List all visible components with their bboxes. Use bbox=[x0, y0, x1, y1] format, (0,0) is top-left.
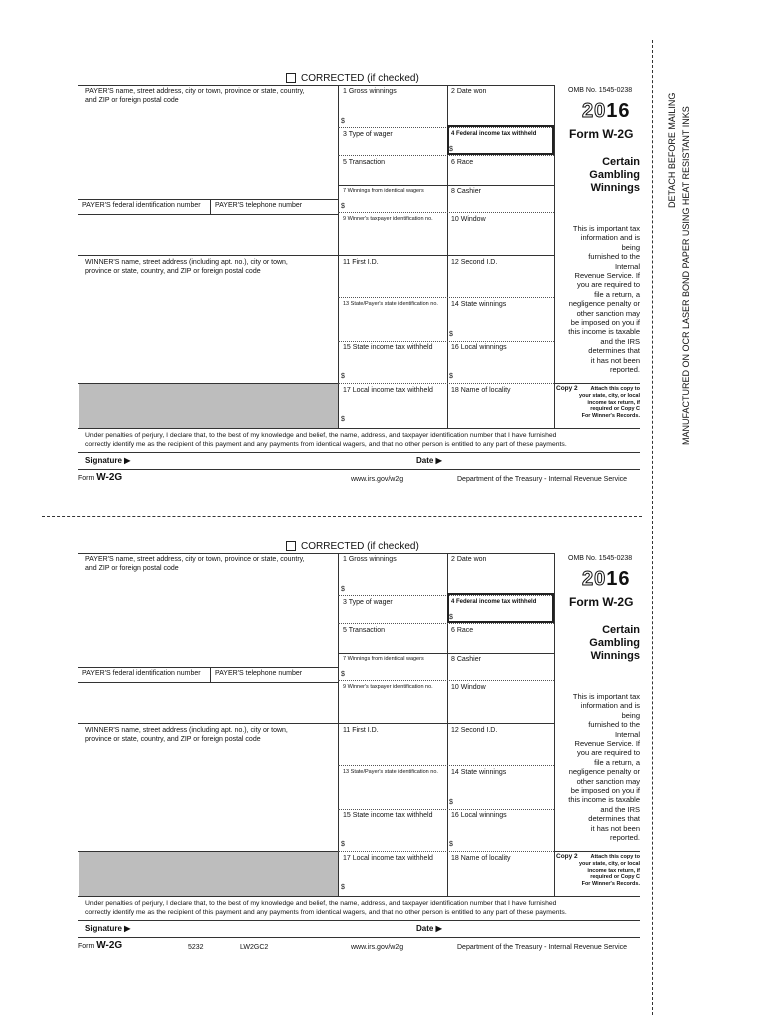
form-subtitle: Certain Gambling Winnings bbox=[589, 156, 640, 194]
box14-dollar: $ bbox=[449, 799, 453, 806]
important-notice: This is important tax information and is being furnished to the Internal Revenue Service. If you are required to file a return, a negligence penalty or other sanction may be imposed on you if this income is taxable and the IRS determines that it has not been reported. bbox=[568, 224, 640, 375]
box4-frame bbox=[447, 593, 554, 623]
corrected-label: CORRECTED (if checked) bbox=[301, 73, 419, 84]
signature-label: Signature ▶ bbox=[85, 924, 131, 933]
payer-fed-id-label: PAYER'S federal identification number bbox=[82, 202, 201, 209]
winner-name-label: WINNER'S name, street address (including apt. no.), city or town, province or state, country, and ZIP or foreign postal code bbox=[85, 727, 288, 743]
detach-cut-line bbox=[42, 516, 642, 517]
box16-label: 16 Local winnings bbox=[451, 344, 507, 351]
payer-name-label: PAYER'S name, street address, city or town, province or state, country, and ZIP or foreign postal code bbox=[85, 88, 305, 104]
box14-dollar: $ bbox=[449, 331, 453, 338]
box18-label: 18 Name of locality bbox=[451, 855, 511, 862]
box8-label: 8 Cashier bbox=[451, 656, 481, 663]
box9-label: 9 Winner's taxpayer identification no. bbox=[343, 684, 433, 690]
website: www.irs.gov/w2g bbox=[351, 476, 404, 483]
perjury-statement: Under penalties of perjury, I declare that, to the best of my knowledge and belief, the name, address, and taxpayer identification number that I have furnished correctly identify me as the recipient of this payment and any payments from identical wagers, and that no other person is entitled to any part of these payments. bbox=[85, 432, 567, 448]
shaded-area bbox=[79, 852, 338, 896]
form-title: Form W-2G bbox=[569, 595, 634, 609]
omb-number: OMB No. 1545-0238 bbox=[568, 555, 633, 562]
box16-label: 16 Local winnings bbox=[451, 812, 507, 819]
date-label: Date ▶ bbox=[416, 924, 442, 933]
box1-dollar: $ bbox=[341, 586, 345, 593]
detach-text: DETACH BEFORE MAILING bbox=[667, 92, 677, 208]
form-footer-label: Form W-2G bbox=[78, 472, 123, 483]
box16-dollar: $ bbox=[449, 373, 453, 380]
box1-label: 1 Gross winnings bbox=[343, 556, 397, 563]
box18-label: 18 Name of locality bbox=[451, 387, 511, 394]
box2-label: 2 Date won bbox=[451, 88, 487, 95]
box11-label: 11 First I.D. bbox=[343, 259, 379, 266]
box16-dollar: $ bbox=[449, 841, 453, 848]
date-label: Date ▶ bbox=[416, 456, 442, 465]
box13-label: 13 State/Payer's state identification no. bbox=[343, 769, 438, 775]
catalog-number: 5232 bbox=[188, 944, 204, 951]
box10-label: 10 Window bbox=[451, 216, 486, 223]
box11-label: 11 First I.D. bbox=[343, 727, 379, 734]
corrected-checkbox[interactable] bbox=[286, 73, 296, 83]
important-notice: This is important tax information and is being furnished to the Internal Revenue Service. If you are required to file a return, a negligence penalty or other sanction may be imposed on you if this income is taxable and the IRS determines that it has not been reported. bbox=[568, 692, 640, 843]
box13-label: 13 State/Payer's state identification no. bbox=[343, 301, 438, 307]
box4-dollar: $ bbox=[449, 146, 453, 153]
box6-label: 6 Race bbox=[451, 627, 474, 634]
manufactured-text: MANUFACTURED ON OCR LASER BOND PAPER USING HEAT RESISTANT INKS bbox=[681, 106, 691, 445]
form-code: LW2GC2 bbox=[240, 944, 269, 951]
box17-label: 17 Local income tax withheld bbox=[343, 855, 433, 862]
box17-label: 17 Local income tax withheld bbox=[343, 387, 433, 394]
box4-label: 4 Federal income tax withheld bbox=[451, 131, 537, 137]
box7-dollar: $ bbox=[341, 671, 345, 678]
box8-label: 8 Cashier bbox=[451, 188, 481, 195]
box5-label: 5 Transaction bbox=[343, 627, 386, 634]
box3-label: 3 Type of wager bbox=[343, 599, 393, 606]
corrected-checkbox[interactable] bbox=[286, 541, 296, 551]
perjury-statement: Under penalties of perjury, I declare that, to the best of my knowledge and belief, the name, address, and taxpayer identification number that I have furnished correctly identify me as the recipient of this payment and any payments from identical wagers, and that no other person is entitled to any part of these payments. bbox=[85, 900, 567, 916]
omb-number: OMB No. 1545-0238 bbox=[568, 87, 633, 94]
box5-label: 5 Transaction bbox=[343, 159, 386, 166]
box1-label: 1 Gross winnings bbox=[343, 88, 397, 95]
signature-label: Signature ▶ bbox=[85, 456, 131, 465]
payer-name-label: PAYER'S name, street address, city or town, province or state, country, and ZIP or foreign postal code bbox=[85, 556, 305, 572]
box12-label: 12 Second I.D. bbox=[451, 727, 498, 734]
box2-label: 2 Date won bbox=[451, 556, 487, 563]
box17-dollar: $ bbox=[341, 884, 345, 891]
box3-label: 3 Type of wager bbox=[343, 131, 393, 138]
vertical-cut-line bbox=[652, 40, 653, 1015]
box4-label: 4 Federal income tax withheld bbox=[451, 599, 537, 605]
box7-label: 7 Winnings from identical wagers bbox=[343, 656, 424, 662]
box17-dollar: $ bbox=[341, 416, 345, 423]
box15-label: 15 State income tax withheld bbox=[343, 344, 433, 351]
payer-phone-label: PAYER'S telephone number bbox=[215, 670, 303, 677]
tax-year: 2016 bbox=[582, 100, 631, 122]
department: Department of the Treasury - Internal Revenue Service bbox=[457, 944, 628, 951]
payer-phone-label: PAYER'S telephone number bbox=[215, 202, 303, 209]
shaded-area bbox=[79, 384, 338, 428]
box12-label: 12 Second I.D. bbox=[451, 259, 498, 266]
website: www.irs.gov/w2g bbox=[351, 944, 404, 951]
tax-year: 2016 bbox=[582, 568, 631, 590]
department: Department of the Treasury - Internal Revenue Service bbox=[457, 476, 628, 483]
box4-dollar: $ bbox=[449, 614, 453, 621]
box7-dollar: $ bbox=[341, 203, 345, 210]
box4-frame bbox=[447, 125, 554, 155]
box7-label: 7 Winnings from identical wagers bbox=[343, 188, 424, 194]
winner-name-label: WINNER'S name, street address (including apt. no.), city or town, province or state, country, and ZIP or foreign postal code bbox=[85, 259, 288, 275]
box15-dollar: $ bbox=[341, 841, 345, 848]
copy2-note: Copy 2 Attach this copy to your state, city, or local income tax return, if required or Copy C For Winner's Records. bbox=[556, 385, 640, 420]
form-subtitle: Certain Gambling Winnings bbox=[589, 624, 640, 662]
copy2-note: Copy 2 Attach this copy to your state, city, or local income tax return, if required or Copy C For Winner's Records. bbox=[556, 853, 640, 888]
box14-label: 14 State winnings bbox=[451, 301, 507, 308]
box10-label: 10 Window bbox=[451, 684, 486, 691]
box6-label: 6 Race bbox=[451, 159, 474, 166]
box14-label: 14 State winnings bbox=[451, 769, 507, 776]
payer-fed-id-label: PAYER'S federal identification number bbox=[82, 670, 201, 677]
box9-label: 9 Winner's taxpayer identification no. bbox=[343, 216, 433, 222]
box1-dollar: $ bbox=[341, 118, 345, 125]
box15-dollar: $ bbox=[341, 373, 345, 380]
form-title: Form W-2G bbox=[569, 127, 634, 141]
box15-label: 15 State income tax withheld bbox=[343, 812, 433, 819]
corrected-label: CORRECTED (if checked) bbox=[301, 541, 419, 552]
form-footer-label: Form W-2G bbox=[78, 940, 123, 951]
